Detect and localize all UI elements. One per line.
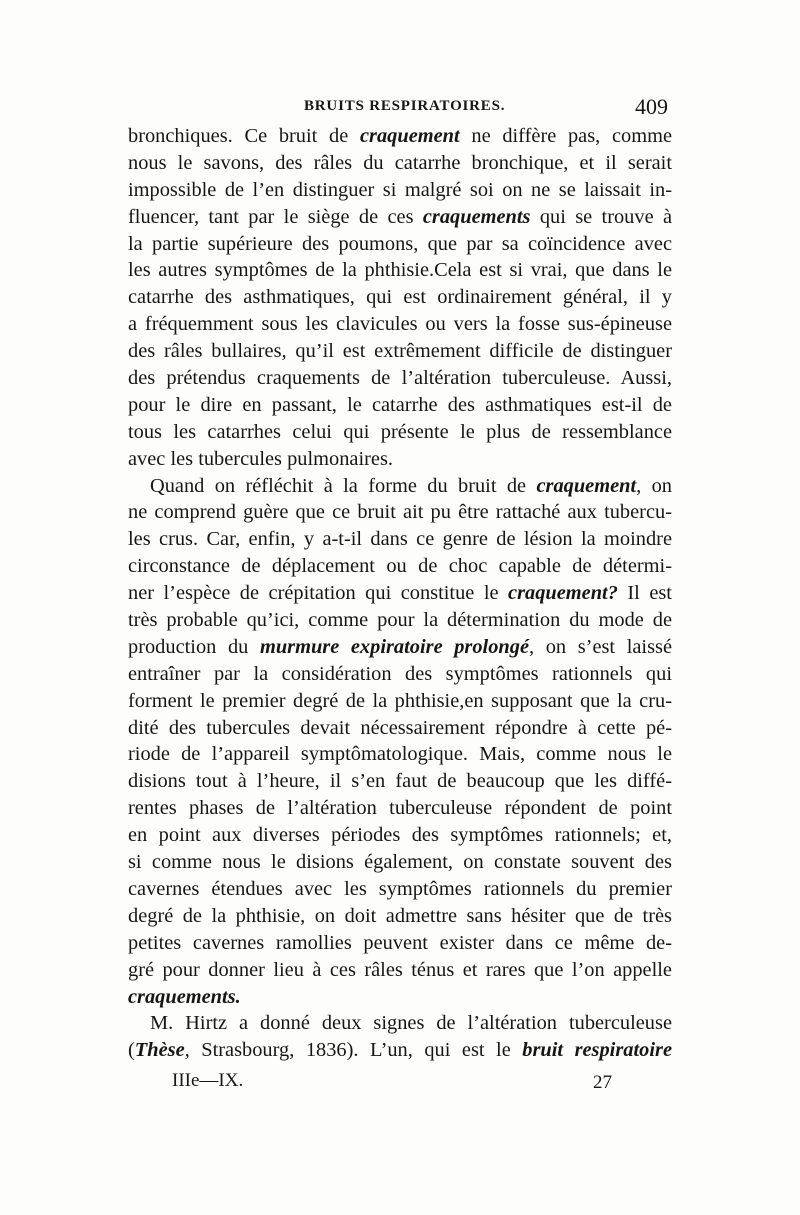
text-line: [128, 661, 672, 688]
text-line: [128, 123, 672, 150]
italic-run: craquements.: [128, 985, 241, 1008]
text-line: [128, 1010, 672, 1037]
text-run: dité des tubercules devait nécessairement répondre à cette pé-: [128, 716, 672, 739]
text-line: [128, 499, 672, 526]
text-run: avec les tubercules pulmonaires.: [128, 447, 393, 470]
signature-mark: IIIe—IX.: [172, 1070, 244, 1091]
text-run: les crus. Car, enfin, y a-t-il dans ce genre de lésion la moindre: [128, 528, 672, 551]
text-line: [128, 715, 672, 742]
text-run: a fréquemment sous les clavicules ou vers la fosse sus-épineuse: [128, 313, 672, 336]
text-line: [128, 392, 672, 419]
text-run: des râles bullaires, qu’il est extrêmement difficile de distinguer: [128, 340, 672, 363]
text-run: ne comprend guère que ce bruit ait pu être rattaché aux tubercu-: [128, 501, 672, 524]
page-header: [128, 94, 668, 124]
text-line: [128, 284, 672, 311]
text-run: petites cavernes ramollies peuvent exister dans ce même de-: [128, 931, 672, 954]
text-line: [128, 741, 672, 768]
text-line: [128, 768, 672, 795]
text-line: [128, 311, 672, 338]
text-line: [128, 688, 672, 715]
text-line: [128, 876, 672, 903]
italic-run: craquements: [422, 205, 531, 228]
italic-run: bruit respiratoire: [522, 1039, 672, 1062]
text-line: [128, 580, 672, 607]
text-line: [128, 446, 672, 473]
text-run: la partie supérieure des poumons, que par sa coïncidence avec: [128, 232, 672, 255]
text-run: tous les catarrhes celui qui présente le plus de ressemblance: [128, 420, 672, 443]
text-run: disions tout à l’heure, il s’en faut de beaucoup que les diffé-: [128, 770, 672, 793]
sheet-number: 27: [593, 1072, 612, 1093]
text-run: très probable qu’ici, comme pour la détermination du mode de: [128, 609, 672, 632]
text-line: [128, 338, 672, 365]
text-line: [128, 553, 672, 580]
text-line: [128, 257, 672, 284]
text-run: riode de l’appareil symptômatologique. Mais, comme nous le: [128, 743, 672, 766]
text-run: catarrhe des asthmatiques, qui est ordinairement général, il y: [128, 286, 672, 309]
text-run: (: [128, 1039, 135, 1062]
text-run: Quand on réfléchit à la forme du bruit de: [150, 474, 537, 497]
text-line: [128, 903, 672, 930]
text-line: [128, 930, 672, 957]
text-line: [128, 473, 672, 500]
text-run: nous le savons, des râles du catarrhe bronchique, et il serait: [128, 151, 672, 174]
page-number: 409: [635, 94, 668, 119]
text-line: [128, 177, 672, 204]
text-line: [128, 526, 672, 553]
text-line: [128, 365, 672, 392]
text-run: entraîner par la considération des symptômes rationnels qui: [128, 662, 672, 685]
text-line: [128, 795, 672, 822]
text-line: [128, 1037, 672, 1064]
text-run: circonstance de déplacement ou de choc capable de détermi-: [128, 555, 672, 578]
italic-run: craquement?: [508, 582, 618, 605]
text-run: bronchiques. Ce bruit de: [128, 125, 360, 147]
text-run: , on: [636, 474, 672, 497]
italic-run: craquement: [536, 474, 637, 497]
text-run: pour le dire en passant, le catarrhe des asthmatiques est-il de: [128, 393, 672, 416]
italic-run: murmure expiratoire prolongé: [259, 635, 530, 658]
text-run: qui se trouve à: [530, 205, 672, 228]
text-line: [128, 150, 672, 177]
italic-run: craquement: [359, 125, 460, 147]
page-footer: [172, 1070, 612, 1098]
text-run: cavernes étendues avec les symptômes rationnels du premier: [128, 877, 672, 900]
text-run: rentes phases de l’altération tuberculeuse répondent de point: [128, 797, 672, 820]
text-run: fluencer, tant par le siège de ces: [128, 205, 423, 228]
text-run: , on s’est laissé: [529, 635, 672, 658]
text-run: ner l’espèce de crépitation qui constitue le: [128, 582, 509, 605]
text-run: gré pour donner lieu à ces râles ténus et rares que l’on appelle: [128, 958, 672, 981]
text-line: [128, 849, 672, 876]
text-line: [128, 204, 672, 231]
text-run: en point aux diverses périodes des symptômes rationnels; et,: [128, 824, 672, 847]
text-run: impossible de l’en distinguer si malgré soi on ne se laissait in-: [128, 178, 672, 201]
body-text: [128, 123, 672, 1064]
text-line: [128, 822, 672, 849]
text-line: [128, 607, 672, 634]
running-head: BRUITS RESPIRATOIRES.: [304, 98, 506, 114]
text-run: ne diffère pas, comme: [459, 125, 672, 147]
text-run: si comme nous le disions également, on constate souvent des: [128, 851, 672, 874]
text-run: degré de la phthisie, on doit admettre sans hésiter que de très: [128, 904, 672, 927]
italic-run: Thèse: [134, 1039, 185, 1062]
text-run: les autres symptômes de la phthisie.Cela est si vrai, que dans le: [128, 259, 672, 282]
text-run: Il est: [617, 582, 672, 605]
text-line: [128, 419, 672, 446]
text-run: forment le premier degré de la phthisie,en supposant que la cru-: [128, 689, 672, 712]
text-run: , Strasbourg, 1836). L’un, qui est le: [184, 1039, 523, 1062]
text-run: M. Hirtz a donné deux signes de l’altération tuberculeuse: [150, 1012, 672, 1035]
text-line: [128, 957, 672, 984]
text-run: des prétendus craquements de l’altération tuberculeuse. Aussi,: [128, 367, 672, 390]
text-line: [128, 984, 672, 1011]
text-line: [128, 231, 672, 258]
text-run: production du: [128, 635, 260, 658]
text-line: [128, 634, 672, 661]
